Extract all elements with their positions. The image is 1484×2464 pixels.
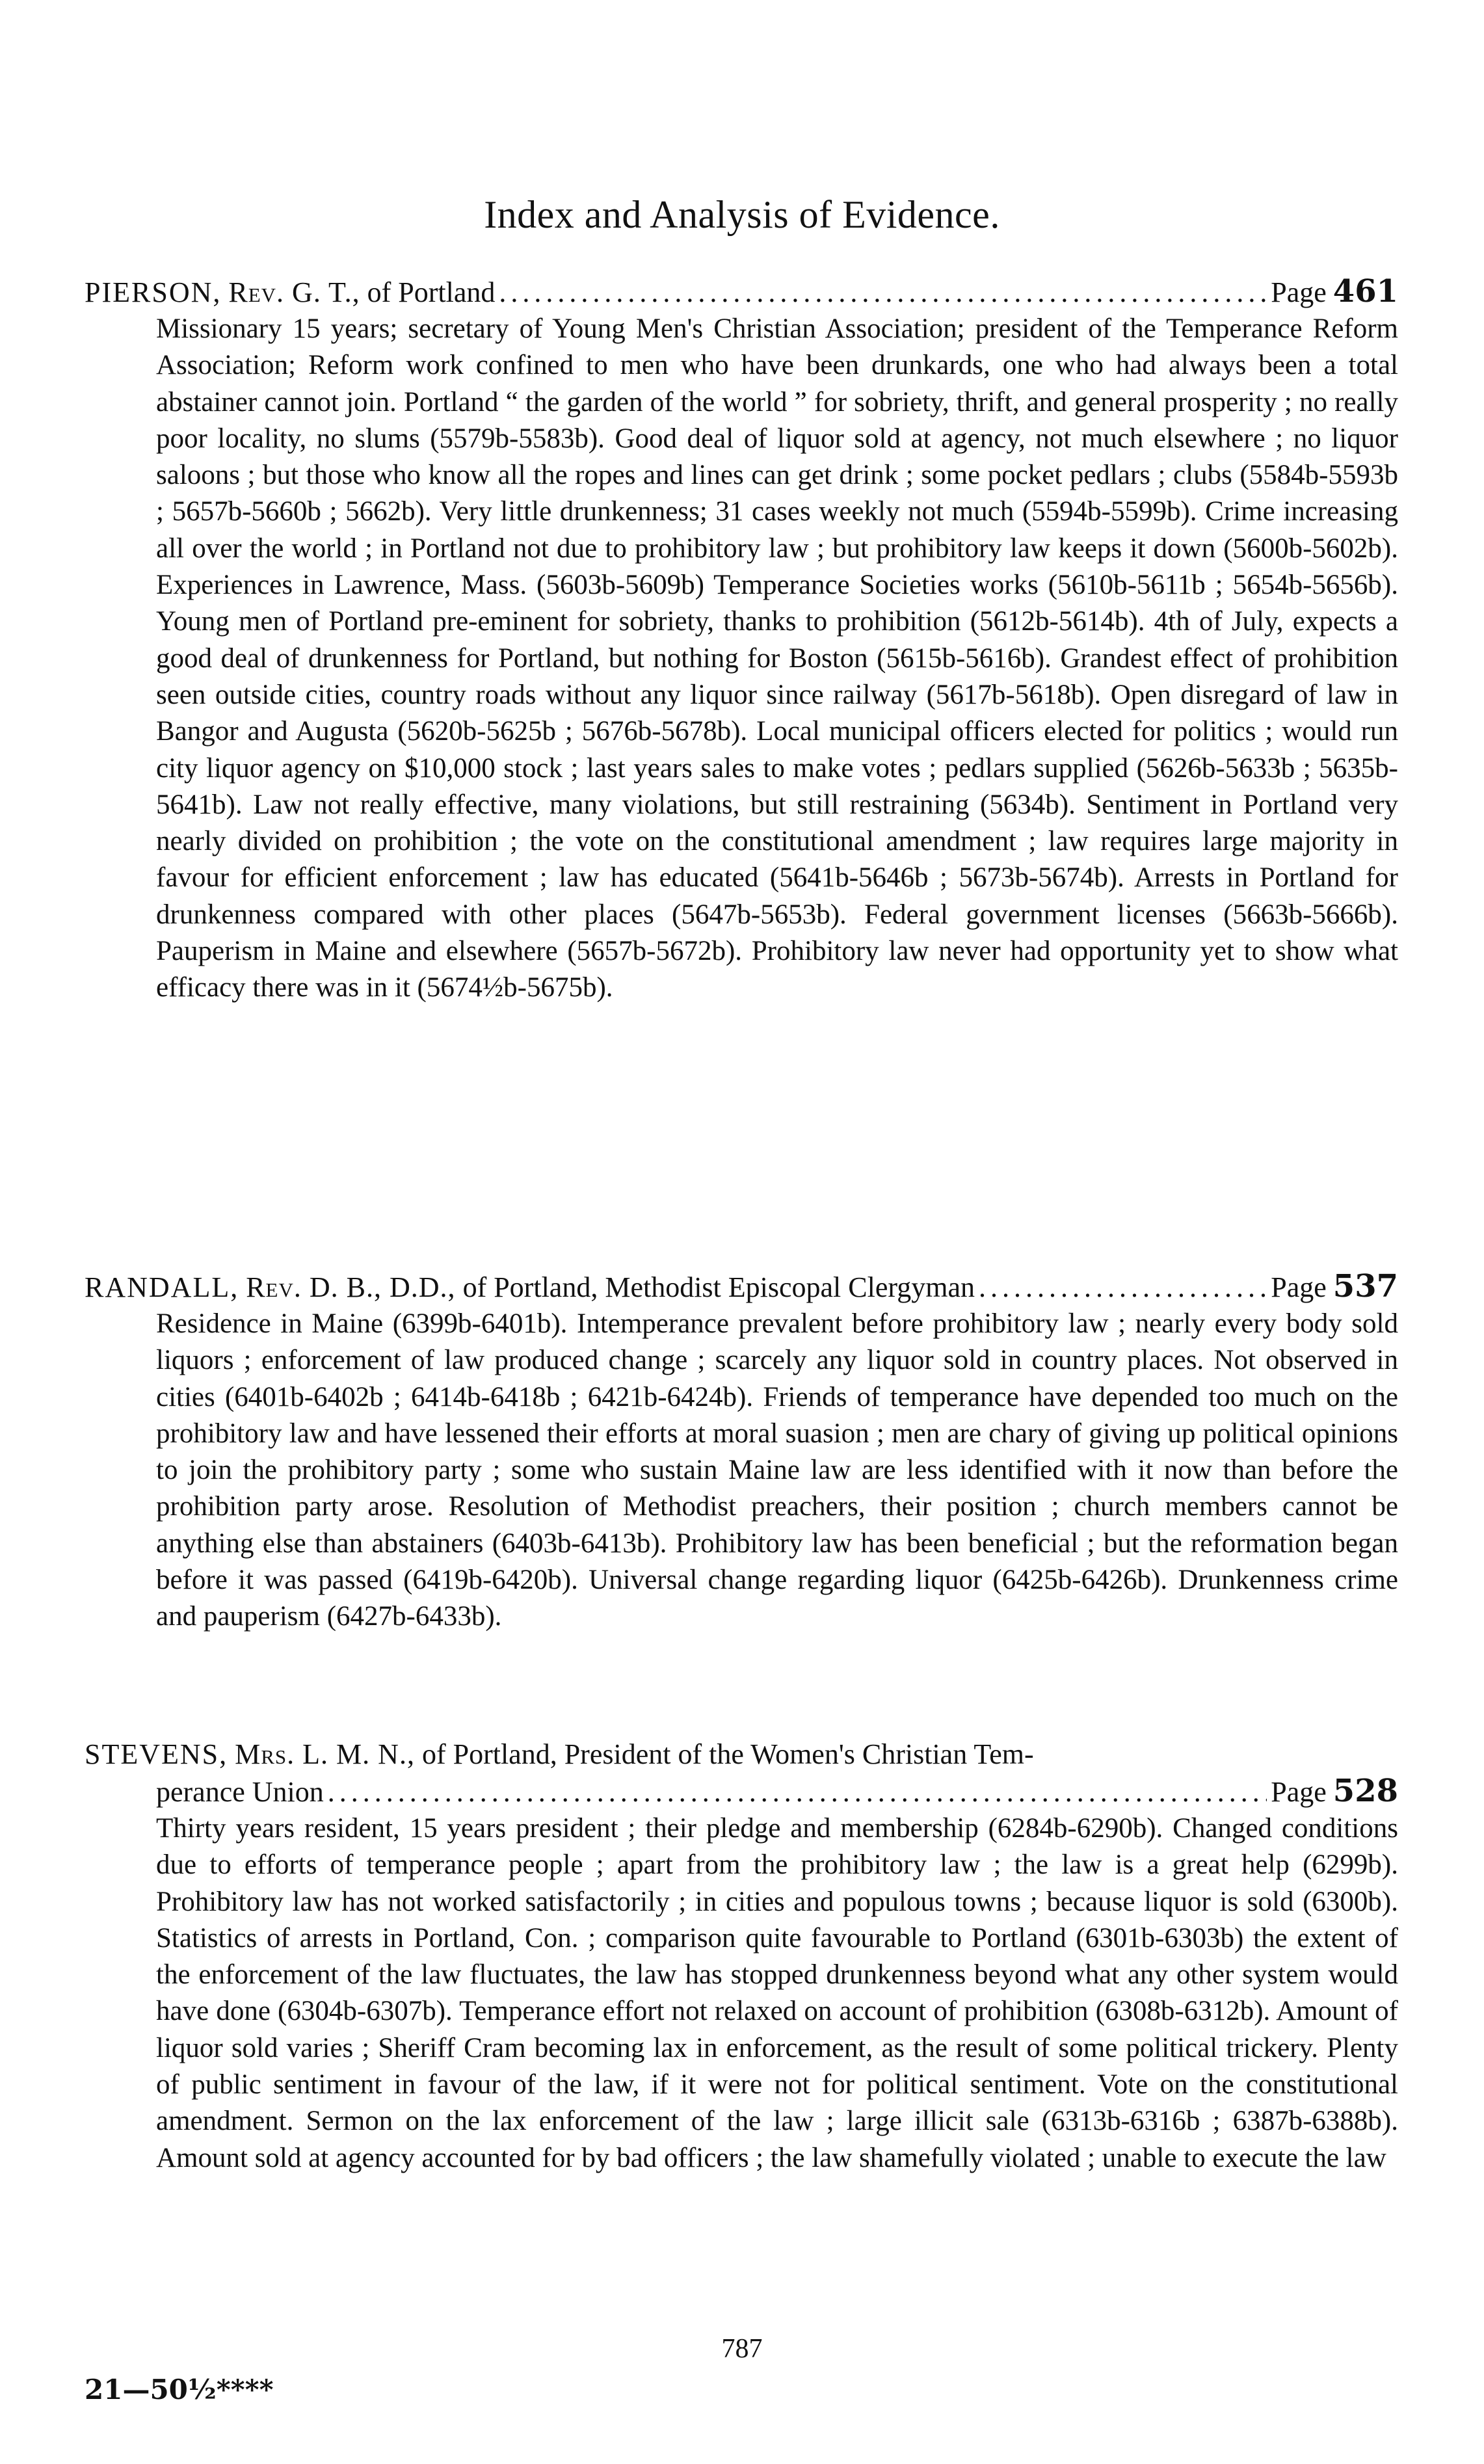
index-entry-randall <box>85 1268 1398 1636</box>
entry-affiliation: of Portland <box>367 276 496 308</box>
page-number: 537 <box>1332 1268 1398 1305</box>
entry-affiliation-line1: of Portland, President of the Women's Christian Tem- <box>421 1738 1034 1770</box>
entry-heading <box>85 1268 1398 1306</box>
page-label: Page <box>1271 1776 1327 1808</box>
page-reference <box>1271 1268 1398 1306</box>
dot-leader <box>499 274 1267 311</box>
entry-heading-continuation <box>85 1773 1398 1810</box>
index-entry-stevens <box>85 1736 1398 2177</box>
page-label: Page <box>1271 1271 1327 1303</box>
page-folio: 787 <box>721 2334 763 2364</box>
entry-surname: PIERSON, <box>85 276 222 308</box>
entry-affiliation-line2: perance Union <box>156 1776 324 1808</box>
entry-body: Thirty years resident, 15 years president ; their pledge and membership (6284b-6290b). Changed conditions due to efforts of temperance people ; apart from the prohibitory law ; the law is a great help (6299b). Prohibitory law has not worked satisfactorily ; in cities and populous towns ; because liquor is sold (6300b). Statistics of arrests in Portland, Con. ; comparison quite favourable to Portland (6301b-6303b) the extent of the enforcement of the law fluctuates, the law has stopped drunkenness beyond what any other system would have done (6304b-6307b). Temperance effort not relaxed on account of prohibition (6308b-6312b). Amount of liquor sold varies ; Sheriff Cram becoming lax in enforcement, as the result of some political trickery. Plenty of public sentiment in favour of the law, if it were not for political sentiment. Vote on the constitutional amendment. Sermon on the lax enforcement of the law ; large illicit sale (6313b-6316b ; 6387b-6388b). Amount sold at agency accounted for by bad officers ; the law shamefully violated ; unable to execute the law <box>156 1813 1398 2173</box>
dot-leader <box>979 1269 1267 1306</box>
entry-heading <box>85 1736 1398 1773</box>
entry-honorific: Mrs. L. M. N., <box>235 1738 415 1770</box>
page-label: Page <box>1271 276 1327 308</box>
entry-honorific: Rev. G. T., <box>228 276 360 308</box>
dot-leader <box>328 1774 1267 1810</box>
entry-surname: RANDALL, <box>85 1271 239 1303</box>
page-number: 528 <box>1332 1773 1398 1809</box>
entry-honorific: Rev. D. B., D.D., <box>246 1271 456 1303</box>
page-reference <box>1271 273 1398 311</box>
entry-surname: STEVENS, <box>85 1738 228 1770</box>
page-reference <box>1271 1773 1398 1810</box>
entry-body: Residence in Maine (6399b-6401b). Intemperance prevalent before prohibitory law ; nearly every body sold liquors ; enforcement of law produced change ; scarcely any liquor sold in country places. Not observed in cities (6401b-6402b ; 6414b-6418b ; 6421b-6424b). Friends of temperance have depended too much on the prohibitory law and have lessened their efforts at moral suasion ; men are chary of giving up political opinions to join the prohibitory party ; some who sustain Maine law are less identified with it now than before the prohibition party arose. Resolution of Methodist preachers, their position ; church members cannot be anything else than abstainers (6403b-6413b). Prohibitory law has been beneficial ; but the reformation began before it was passed (6419b-6420b). Universal change regarding liquor (6425b-6426b). Drunkenness crime and pauperism (6427b-6433b). <box>156 1308 1398 1632</box>
page-number: 461 <box>1332 273 1398 310</box>
index-entry-pierson <box>85 273 1398 1007</box>
entry-body: Missionary 15 years; secretary of Young Men's Christian Association; president of the Temperance Reform Association; Reform work confined to men who have been drunkards, one who had always been a total abstainer cannot join. Portland “ the garden of the world ” for sobriety, thrift, and general prosperity ; no really poor locality, no slums (5579b-5583b). Good deal of liquor sold at agency, not much elsewhere ; no liquor saloons ; but those who know all the ropes and lines can get drink ; some pocket pedlars ; clubs (5584b-5593b ; 5657b-5660b ; 5662b). Very little drunkenness; 31 cases weekly not much (5594b-5599b). Crime increasing all over the world ; in Portland not due to prohibitory law ; but prohibitory law keeps it down (5600b-5602b). Experiences in Lawrence, Mass. (5603b-5609b) Temperance Societies works (5610b-5611b ; 5654b-5656b). Young men of Portland pre-eminent for sobriety, thanks to prohibition (5612b-5614b). 4th of July, expects a good deal of drunkenness for Portland, but nothing for Boston (5615b-5616b). Grandest effect of prohibition seen outside cities, country roads without any liquor since railway (5617b-5618b). Open disregard of law in Bangor and Augusta (5620b-5625b ; 5676b-5678b). Local municipal officers elected for politics ; would run city liquor agency on $10,000 stock ; last years sales to make votes ; pedlars supplied (5626b-5633b ; 5635b-5641b). Law not really effective, many violations, but still restraining (5634b). Sentiment in Portland very nearly divided on prohibition ; the vote on the constitutional amendment ; law requires large majority in favour for efficient enforcement ; law has educated (5641b-5646b ; 5673b-5674b). Arrests in Portland for drunkenness compared with other places (5647b-5653b). Federal government licenses (5663b-5666b). Pauperism in Maine and elsewhere (5657b-5672b). Prohibitory law never had opportunity yet to show what efficacy there was in it (5674½b-5675b). <box>156 313 1398 1003</box>
entry-heading <box>85 273 1398 311</box>
page-title: Index and Analysis of Evidence. <box>484 193 1000 236</box>
printer-signature: 21—50½**** <box>85 2374 274 2405</box>
entry-affiliation: of Portland, Methodist Episcopal Clergyman <box>462 1271 975 1303</box>
